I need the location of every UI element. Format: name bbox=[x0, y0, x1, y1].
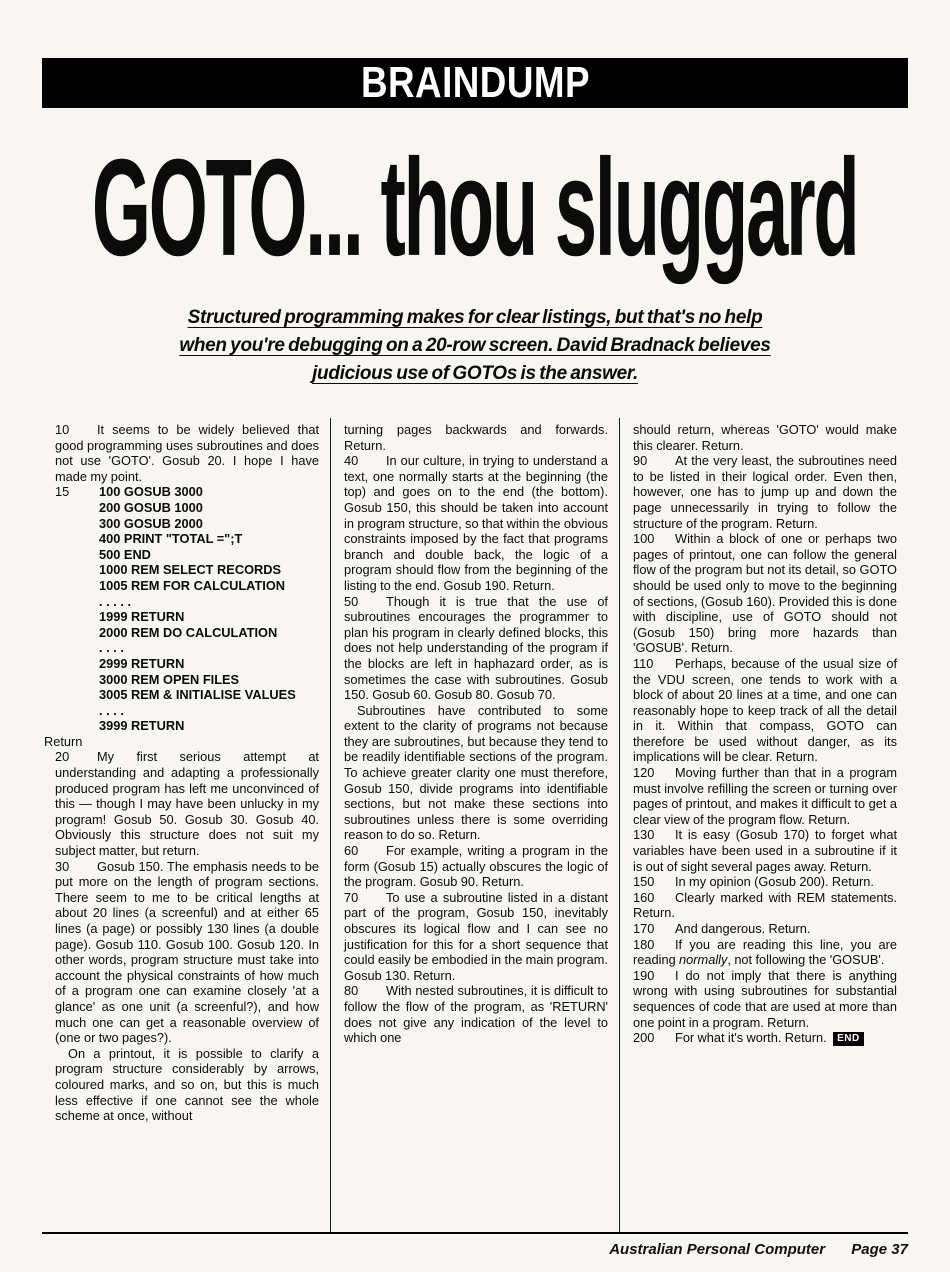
paragraph: Return bbox=[44, 733, 83, 749]
paragraph: 100 Within a block of one or perhaps two pages of printout, one can follow the general flow of the program but not its detail, so GOTO should be used only to move to the beginning of sections, (Gosub 160). Provided this is done with discipline, use of GOTO should not (Gosub 150) bring more hazards than 'GOSUB'. Return. bbox=[633, 531, 897, 656]
paragraph: 90 At the very least, the subroutines need to be listed in their logical order. Even then, however, one has to jump up and down the page unnecessarily in trying to follow the structure of the program. Return. bbox=[633, 453, 897, 531]
paragraph-number: 50 bbox=[344, 593, 359, 609]
code-line: 100 GOSUB 3000 bbox=[99, 484, 203, 500]
footer-magazine-name: Australian Personal Computer bbox=[609, 1241, 826, 1258]
code-line: . . . . bbox=[99, 702, 124, 718]
end-badge: END bbox=[833, 1032, 864, 1046]
standfirst-line: judicious use of GOTOs is the answer. bbox=[312, 363, 638, 384]
paragraph: On a printout, it is possible to clarify a program structure considerably by arrows, coloured marks, and so on, but this is much less effective if one cannot see the whole scheme at once, without bbox=[55, 1045, 319, 1124]
code-line: 1000 REM SELECT RECORDS bbox=[99, 562, 282, 578]
code-line: 3000 REM OPEN FILES bbox=[99, 671, 240, 687]
paragraph: 110 Perhaps, because of the usual size of the VDU screen, one tends to work with a block of about 20 lines at a time, and one can reasonably hope to keep track of all the detail in it. Within that compass, GOTO can therefore be used without danger, as its implications will be clear. Return. bbox=[633, 655, 897, 765]
paragraph-number: 180 bbox=[633, 936, 655, 952]
paragraph: 50 Though it is true that the use of subroutines encourages the programmer to plan his program in clearly defined blocks, this does not help understanding of the program if the blocks are left in haphazard order, as is sometimes the case with subroutines. Gosub 150. Gosub 60. Gosub 80. Gosub 70. bbox=[344, 593, 608, 703]
paragraph-number: 130 bbox=[633, 827, 655, 843]
paragraph: 180 If you are reading this line, you are reading normally, not following the 'GOSUB'. bbox=[633, 936, 897, 968]
paragraph-number: 190 bbox=[633, 967, 655, 983]
page-footer bbox=[42, 1241, 908, 1258]
paragraph: 130 It is easy (Gosub 170) to forget what variables have been used in a subroutine if it is out of sight several pages away. Return. bbox=[633, 827, 897, 874]
paragraph: 30 Gosub 150. The emphasis needs to be put more on the length of program sections. There seem to me to be critical lengths at about 20 lines (a screenful) and at either 65 lines (a page) or possibly 130 lines (a double page). Gosub 110. Gosub 100. Gosub 120. In other words, program structure must take into account the physical constraints of how much of a program one can examine closely 'at a glance' as one unit (a screenful?), and how much one can get a reasonable overview of (one or two pages?). bbox=[55, 858, 319, 1046]
code-line: 500 END bbox=[99, 546, 151, 562]
paragraph: 190 I do not imply that there is anything wrong with using subroutines for substantial sequences of code that are used at more than one point in a program. Return. bbox=[633, 967, 897, 1030]
masthead-title: BRAINDUMP bbox=[360, 58, 590, 107]
code-line: 200 GOSUB 1000 bbox=[99, 499, 203, 515]
paragraph: turning pages backwards and forwards. Return. bbox=[344, 422, 608, 453]
paragraph-number: 20 bbox=[55, 749, 70, 765]
paragraph: should return, whereas 'GOTO' would make this clearer. Return. bbox=[633, 422, 897, 453]
column-3 bbox=[620, 418, 908, 1232]
paragraph-number: 15 bbox=[55, 484, 70, 500]
paragraph: 20 My first serious attempt at understanding and adapting a professionally produced program has left me unconvinced of this — though I may have been unlucky in my program! Gosub 50. Gosub 30. Gosub 40. Obviously this structure does not suit my subject matter, but return. bbox=[55, 749, 319, 859]
paragraph-number: 150 bbox=[633, 874, 655, 890]
paragraph: 170 And dangerous. Return. bbox=[633, 921, 811, 936]
paragraph: 150 In my opinion (Gosub 200). Return. bbox=[633, 874, 874, 890]
paragraph-number: 70 bbox=[344, 889, 359, 905]
code-line: 2000 REM DO CALCULATION bbox=[99, 624, 278, 640]
code-line: 300 GOSUB 2000 bbox=[99, 515, 203, 531]
code-line: 3999 RETURN bbox=[99, 718, 185, 734]
paragraph: Subroutines have contributed to some extent to the clarity of programs not because they are subroutines, but because they tend to be readily identifiable sections of the program. To achieve greater clarity one must therefore, Gosub 150, divide programs into identifiable sections, but not make these sections into subroutines unless there is some overriding reason to do so. Return. bbox=[344, 702, 608, 843]
paragraph: 60 For example, writing a program in the form (Gosub 15) actually obscures the logic of the program. Gosub 90. Return. bbox=[344, 843, 608, 890]
code-line: 1999 RETURN bbox=[99, 609, 185, 625]
paragraph-number: 60 bbox=[344, 843, 359, 859]
paragraph-number: 100 bbox=[633, 531, 655, 547]
standfirst bbox=[42, 304, 908, 388]
article-title-wrap bbox=[42, 128, 908, 288]
code-line: . . . . . bbox=[99, 593, 131, 609]
paragraph-number: 10 bbox=[55, 422, 70, 437]
paragraph-number: 110 bbox=[633, 655, 654, 671]
footer-page-number: Page 37 bbox=[851, 1241, 908, 1258]
article-title: GOTO... thou sluggard bbox=[92, 130, 858, 286]
paragraph: 40 In our culture, in trying to understand a text, one normally starts at the beginning (the top) and goes on to the end (the bottom). Gosub 150, this should be taken into account in program structure, so that within the obvious constraints imposed by the fact that programs branch and double back, the logic of a program should flow from the beginning of the listing to the end. Gosub 190. Return. bbox=[344, 453, 608, 593]
code-line: 3005 REM & INITIALISE VALUES bbox=[99, 687, 296, 703]
code-listing bbox=[55, 484, 319, 734]
paragraph-number: 170 bbox=[633, 921, 655, 936]
paragraph-number: 200 bbox=[633, 1030, 655, 1046]
paragraph-number: 90 bbox=[633, 453, 648, 469]
code-line: 2999 RETURN bbox=[99, 655, 185, 671]
article-body bbox=[42, 418, 908, 1234]
masthead-banner bbox=[42, 58, 908, 108]
code-line: 1005 REM FOR CALCULATION bbox=[99, 577, 286, 593]
paragraph: 10 It seems to be widely believed that good programming uses subroutines and does not use 'GOTO'. Gosub 20. I hope I have made my point. bbox=[55, 422, 319, 484]
code-line: . . . . bbox=[99, 640, 124, 656]
paragraph: 120 Moving further than that in a program must involve refilling the screen or turning over pages of printout, and makes it difficult to get a clear view of the program flow. Return. bbox=[633, 765, 897, 827]
standfirst-line: when you're debugging on a 20-row screen. David Bradnack believes bbox=[179, 335, 771, 356]
code-line: 400 PRINT "TOTAL =";T bbox=[99, 531, 243, 547]
paragraph: 200 For what it's worth. Return. END bbox=[633, 1030, 897, 1046]
paragraph-number: 80 bbox=[344, 983, 359, 999]
paragraph-number: 40 bbox=[344, 453, 359, 469]
paragraph: 80 With nested subroutines, it is difficult to follow the flow of the program, as 'RETURN' does not give any indication of the level to which one bbox=[344, 983, 608, 1046]
standfirst-line: Structured programming makes for clear listings, but that's no help bbox=[187, 307, 763, 328]
paragraph-number: 120 bbox=[633, 765, 655, 781]
paragraph-number: 160 bbox=[633, 889, 655, 905]
paragraph: 70 To use a subroutine listed in a distant part of the program, Gosub 150, inevitably obscures its logical flow and I can see no justification for this for a short sequence that could easily be embodied in the main program. Gosub 130. Return. bbox=[344, 889, 608, 983]
paragraph: 160 Clearly marked with REM statements. Return. bbox=[633, 889, 897, 921]
column-2 bbox=[331, 418, 619, 1232]
column-1 bbox=[42, 418, 330, 1232]
paragraph-number: 30 bbox=[55, 858, 70, 874]
